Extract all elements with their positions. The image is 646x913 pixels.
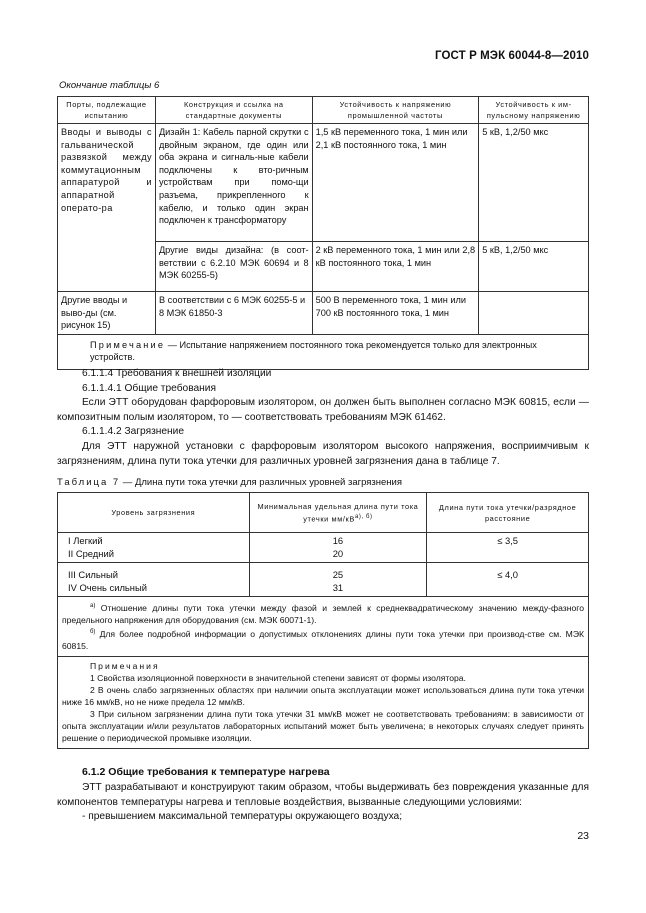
- table-row: [58, 563, 589, 597]
- table-cell: 5 кВ, 1,2/50 мкс: [479, 124, 589, 242]
- level-item: IV Очень сильный: [68, 581, 147, 593]
- table-cell: [58, 563, 250, 597]
- table-cell: 5 кВ, 1,2/50 мкс: [479, 242, 589, 292]
- table7-col-header: Длина пути тока утечки/разрядное расстояние: [427, 493, 589, 533]
- note-item: 2 В очень слабо загрязненных областях при наличии опыта эксплуатации может использоваться длина пути тока утечки ниже 16 мм/кВ, но не ниже предела 12 мм/кВ.: [62, 685, 584, 708]
- footnote-text: Для более подробной информации о допустимых отклонениях длины пути тока утечки при производ-стве см. МЭК 60815.: [62, 629, 584, 652]
- table-row: [58, 533, 589, 563]
- table-row: [58, 124, 589, 242]
- table-cell: Другие вводы и выво-ды (см. рисунок 15): [58, 292, 156, 335]
- note-text: — Испытание напряжением постоянного тока рекомендуется только для электронных устройств.: [90, 339, 537, 363]
- table7-notes-row: [58, 657, 589, 749]
- table6-col-header: Устойчивость к напряжению промышленной частоты: [312, 97, 479, 124]
- paragraph: 6.1.1.4.1 Общие требования: [82, 382, 216, 394]
- table7-footnotes: [58, 597, 589, 657]
- table-cell: ≤ 4,0: [427, 563, 589, 597]
- table7: [57, 492, 589, 749]
- value-item: 25: [332, 569, 344, 581]
- table7-footnotes-row: [58, 597, 589, 657]
- paragraph: Если ЭТТ оборудован фарфоровым изолятором, он должен быть выполнен согласно МЭК 60815, если — композитным полым изолятором, то — соответствовать требованиям МЭК 61462.: [57, 397, 589, 423]
- table7-col-header: [249, 493, 427, 533]
- table6-header-row: [58, 97, 589, 124]
- page-number: 23: [577, 830, 589, 842]
- footnote-mark: б): [90, 629, 96, 636]
- level-item: II Средний: [68, 547, 114, 559]
- footnote-a: [62, 600, 584, 626]
- table-cell: В соответствии с 6 МЭК 60255-5 и 8 МЭК 61850-3: [155, 292, 312, 335]
- table7-caption-text: — Длина пути тока утечки для различных уровней загрязнения: [120, 477, 403, 488]
- footnote-mark: а): [90, 603, 96, 610]
- table-cell: Другие виды дизайна: (в соот-ветствии с 6.2.10 МЭК 60694 и 8 МЭК 60255-5): [155, 242, 312, 292]
- table-cell: [58, 533, 250, 563]
- table-cell: 1,5 кВ переменного тока, 1 мин или 2,1 кВ постоянного тока, 1 мин: [312, 124, 479, 242]
- paragraph: 6.1.1.4.2 Загрязнение: [82, 426, 185, 438]
- table6-note-row: [58, 334, 589, 369]
- note-label: Примечание: [90, 339, 166, 350]
- table-row: [58, 292, 589, 335]
- table-cell: [249, 563, 427, 597]
- table-cell: Дизайн 1: Кабель парной скрутки с двойным экраном, где один или оба экрана и сигналь-ные кабели подключены к вто-ричным устройствам при помо-щи разъема, прикрепленного к кабелю, и только один экран подключен к трансформатору: [155, 124, 312, 242]
- value-item: 31: [332, 581, 344, 593]
- note-item: 1 Свойства изоляционной поверхности в значительной степени зависят от формы изолятора.: [90, 673, 466, 684]
- text-block-2: [57, 781, 589, 825]
- notes-label: Примечания: [90, 661, 160, 672]
- table6-note: [58, 334, 589, 369]
- level-item: III Сильный: [68, 569, 118, 581]
- paragraph: 6.1.1.4 Требования к внешней изоляции: [82, 368, 272, 379]
- table6-col-header: Конструкция и ссылка на стандартные документы: [155, 97, 312, 124]
- table7-caption-label: Таблица 7: [57, 477, 121, 488]
- document-header: ГОСТ Р МЭК 60044-8—2010: [435, 50, 589, 62]
- table7-col-header: Уровень загрязнения: [58, 493, 250, 533]
- value-item: 16: [332, 535, 344, 546]
- footnote-marks: а), б): [354, 513, 373, 520]
- table-cell: 2 кВ переменного тока, 1 мин или 2,8 кВ постоянного тока, 1 мин: [312, 242, 479, 292]
- footnote-b: [62, 626, 584, 652]
- table6-caption: Окончание таблицы 6: [59, 80, 160, 91]
- section-heading: 6.1.2 Общие требования к температуре нагрева: [82, 766, 330, 778]
- level-item: I Легкий: [68, 535, 103, 546]
- table7-caption: [57, 477, 402, 488]
- table6-col-header: Устойчивость к им-пульсному напряжению: [479, 97, 589, 124]
- table-cell: 500 В переменного тока, 1 мин или 700 кВ постоянного тока, 1 мин: [312, 292, 479, 335]
- table7-notes: [58, 657, 589, 749]
- paragraph: Для ЭТТ наружной установки с фарфоровым изолятором высокого напряжения, восприимчивым к загрязнениям, длина пути тока утечки для различных уровней загрязнения дана в таблице 7.: [57, 440, 589, 467]
- note-item: 3 При сильном загрязнении длина пути тока утечки 31 мм/кВ может не соответствовать требованиям: в зависимости от опыта эксплуатации и/или результатов лабораторных испытаний может быть увеличена; в некоторых случаях следует принять решение о периодической промывке изоляции.: [62, 709, 584, 744]
- table-cell: Вводы и выводы с гальванической развязкой между коммутационным аппаратурой и аппаратной операто-ра: [58, 124, 156, 292]
- paragraph: - превышением максимальной температуры окружающего воздуха;: [82, 811, 403, 823]
- table6-col-header: Порты, подлежащие испытанию: [58, 97, 156, 124]
- paragraph: ЭТТ разрабатывают и конструируют таким образом, чтобы выдерживать без повреждения указанные для компонентов температуры нагрева и тепловые воздействия, вызванные следующими условиями:: [57, 782, 589, 808]
- footnote-text: Отношение длины пути тока утечки между фазой и землей к среднеквадратическому значению между-фазного предельного напряжения для оборудования (см. МЭК 60071-1).: [62, 603, 584, 626]
- value-item: 20: [332, 547, 344, 559]
- table6: [57, 96, 589, 370]
- table-cell: ≤ 3,5: [427, 533, 589, 563]
- table-cell: [479, 292, 589, 335]
- table-cell: [249, 533, 427, 563]
- text-block-1: [57, 367, 589, 469]
- col-header-text: Минимальная удельная длина пути тока утечки мм/кВ: [257, 501, 419, 524]
- table7-header-row: [58, 493, 589, 533]
